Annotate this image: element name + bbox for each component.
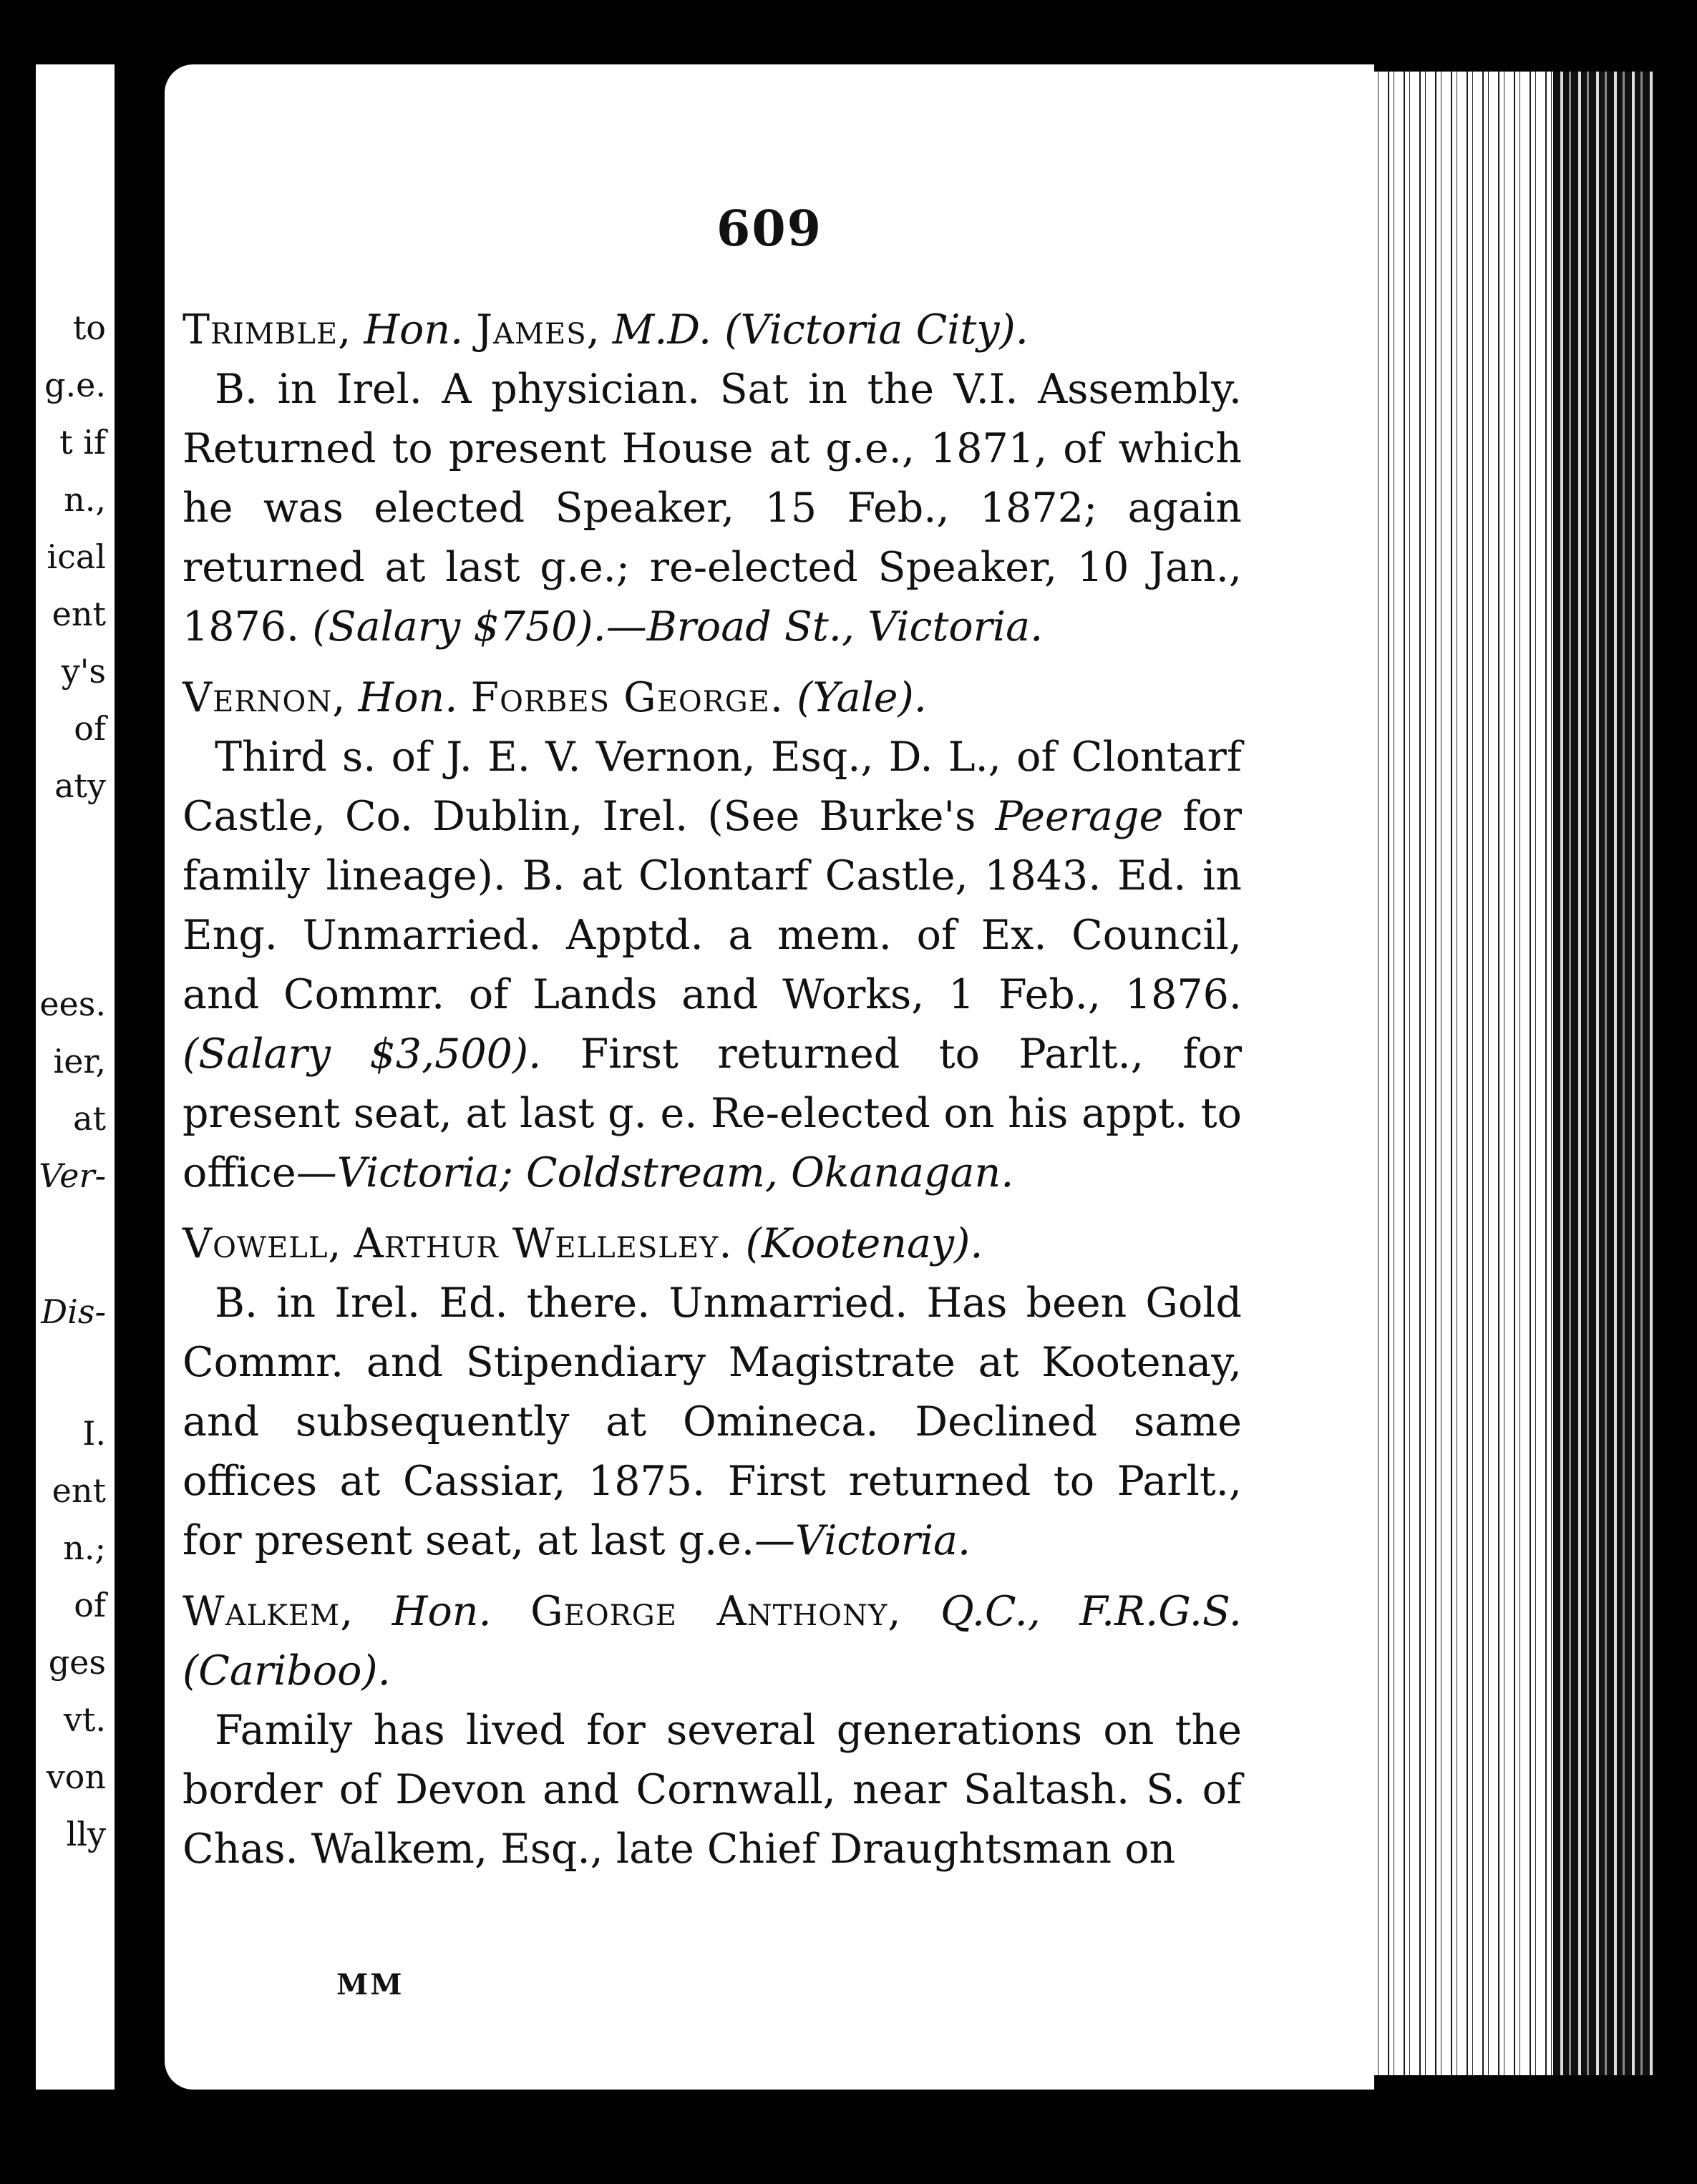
- page-number: 609: [716, 200, 822, 258]
- left-fragment: n.;: [63, 1529, 106, 1567]
- left-fragment: Dis-: [41, 1292, 106, 1331]
- left-fragment: t if: [59, 423, 106, 462]
- entry-body: [183, 1274, 1242, 1571]
- entry-given-name: Forbes George.: [470, 674, 784, 721]
- left-fragment: aty: [54, 766, 106, 805]
- entry-address: —Broad St., Victoria.: [606, 603, 1044, 650]
- entry-title: Hon.: [358, 674, 458, 721]
- entry-suffix: Q.C., F.R.G.S.: [940, 1588, 1242, 1635]
- left-fragment: of: [74, 1586, 106, 1624]
- left-fragment: Ver-: [39, 1156, 106, 1195]
- left-fragment: y's: [61, 652, 106, 691]
- entry-surname: Vernon: [183, 674, 333, 721]
- left-fragment: ees.: [39, 985, 106, 1023]
- entry-constituency: (Victoria City).: [724, 306, 1029, 354]
- book-page-edges: [1346, 72, 1653, 2075]
- entry-given-name: George Anthony,: [530, 1588, 902, 1635]
- entry-surname: Vowell: [183, 1220, 329, 1267]
- entry-constituency: (Cariboo).: [183, 1647, 391, 1695]
- entry-given-name: James: [476, 306, 587, 354]
- entry-constituency: (Yale).: [797, 674, 927, 721]
- left-fragment: ent: [52, 1471, 106, 1510]
- left-fragment: of: [74, 709, 106, 748]
- entry-address: —Victoria; Coldstream, Okanagan.: [296, 1149, 1014, 1196]
- book-page: [165, 64, 1374, 2090]
- left-fragment: I.: [82, 1414, 106, 1453]
- left-fragment: ent: [52, 595, 106, 633]
- entries-column: [183, 301, 1242, 1891]
- entry-trimble: [183, 301, 1242, 657]
- entry-salary: (Salary $750).: [312, 603, 606, 650]
- signature-mark: MM: [336, 1968, 404, 2002]
- entry-heading: Walkem, Hon. George Anthony, Q.C., F.R.G.S. (Cariboo).: [183, 1588, 1242, 1695]
- entry-surname: Walkem: [183, 1588, 341, 1635]
- left-fragment: von: [46, 1758, 106, 1796]
- entry-heading: Trimble, Hon. James, M.D. (Victoria City).: [183, 306, 1029, 354]
- entry-text: B. in Irel. A physician. Sat in the V.I. Assembly. Returned to present House at g.e., 1871, of which he was elected Speaker, 15 Feb., 1872; again returned at last g.e.; re-elected Speaker, 10 Jan., 1876.: [183, 366, 1242, 650]
- entry-text: First returned to Parlt., for present seat, at last g. e. Re-elected on his appt. to office: [183, 1030, 1242, 1196]
- left-fragment: at: [73, 1099, 106, 1138]
- entry-vernon: [183, 668, 1242, 1203]
- entry-text: Family has lived for several generations on the border of Devon and Cornwall, near Saltash. S. of Chas. Walkem, Esq., late Chief Draughtsman on: [183, 1707, 1242, 1873]
- entry-peerage: Peerage: [995, 793, 1164, 840]
- left-fragment: lly: [66, 1815, 106, 1853]
- entry-text: Third s. of J. E. V. Vernon, Esq., D. L., of Clontarf Castle, Co. Dublin, Irel. (See Burke's: [183, 733, 1242, 840]
- entry-body: [183, 1701, 1242, 1879]
- entry-title: Hon.: [392, 1588, 492, 1635]
- entry-address: —Victoria.: [754, 1517, 971, 1564]
- entry-text: for family lineage). B. at Clontarf Castle, 1843. Ed. in Eng. Unmarried. Apptd. a mem. of Ex. Council, and Commr. of Lands and Works, 1 Feb., 1876.: [183, 793, 1242, 1018]
- entry-body: [183, 728, 1242, 1203]
- entry-body: [183, 360, 1242, 657]
- entry-suffix: M.D.: [612, 306, 712, 354]
- entry-vowell: [183, 1214, 1242, 1571]
- entry-heading: Vernon, Hon. Forbes George. (Yale).: [183, 674, 927, 721]
- left-fragment: ges: [48, 1643, 106, 1682]
- entry-constituency: (Kootenay).: [745, 1220, 983, 1267]
- entry-title: Hon.: [364, 306, 464, 354]
- left-fragment: n.,: [64, 480, 106, 519]
- entry-text: B. in Irel. Ed. there. Unmarried. Has been Gold Commr. and Stipendiary Magistrate at Kootenay, and subsequently at Omineca. Declined same offices at Cassiar, 1875. First returned to Parlt., for present seat, at last g.e.: [183, 1279, 1242, 1564]
- left-fragment: vt.: [63, 1700, 106, 1739]
- left-page-fragment: [36, 64, 115, 2090]
- entry-walkem: [183, 1582, 1242, 1879]
- left-fragment: to: [72, 308, 106, 347]
- entry-given-name: Arthur Wellesley.: [354, 1220, 733, 1267]
- entry-heading: Vowell, Arthur Wellesley. (Kootenay).: [183, 1220, 983, 1267]
- entry-surname: Trimble: [183, 306, 339, 354]
- left-fragment: g.e.: [44, 366, 106, 404]
- entry-salary: (Salary $3,500).: [183, 1030, 542, 1078]
- left-fragment: ical: [47, 537, 106, 576]
- left-fragment: ier,: [53, 1042, 106, 1081]
